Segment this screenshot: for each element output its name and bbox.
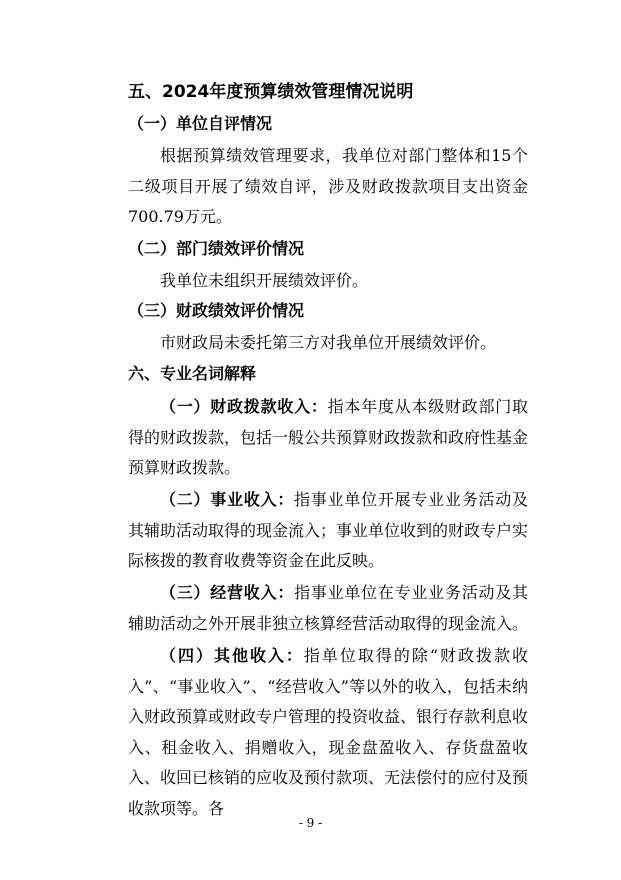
section6-title: 六、专业名词解释 <box>128 364 257 383</box>
section5-sub2-text: 我单位未组织开展绩效评价。 <box>160 271 369 290</box>
section5-sub3-heading: （三）财政绩效评价情况 <box>128 301 305 320</box>
definition-item <box>128 641 528 824</box>
definition-text: 指事业单位开展专业业务活动及其辅助活动取得的现金流入；事业单位收到的财政专户实际核拨的教育收费等资金在此反映。 <box>128 490 529 570</box>
definition-term: （三）经营收入： <box>160 583 295 602</box>
definition-term: （一）财政拨款收入： <box>160 397 328 416</box>
definition-item <box>128 392 528 484</box>
page-number: - 9 - <box>298 816 323 830</box>
definition-text: 指本年度从本级财政部门取得的财政拨款，包括一般公共预算财政拨款和政府性基金预算财政拨款。 <box>128 397 529 477</box>
definition-term: （四）其他收入： <box>160 646 304 665</box>
section5-sub2-heading: （二）部门绩效评价情况 <box>128 239 305 258</box>
definition-text: 指单位取得的除“财政拨款收入”、“事业收入”、“经营收入”等以外的收入，包括未纳入财政预算或财政专户管理的投资收益、银行存款利息收入、租金收入、捐赠收入，现金盘盈收入、存货盘盈收入、收回已核销的应收及预付款项、无法偿付的应付及预收款项等。各 <box>128 646 529 818</box>
definition-item <box>128 578 528 639</box>
definition-text: 指事业单位在专业业务活动及其辅助活动之外开展非独立核算经营活动取得的现金流入。 <box>128 583 529 633</box>
section5-sub1-heading: （一）单位自评情况 <box>128 114 273 133</box>
section5-title: 五、2024年度预算绩效管理情况说明 <box>128 82 414 102</box>
section5-sub1-text: 根据预算绩效管理要求，我单位对部门整体和15个二级项目开展了绩效自评，涉及财政拨款项目支出资金700.79万元。 <box>128 146 528 226</box>
definition-term: （二）事业收入： <box>160 490 295 509</box>
definition-item <box>128 485 528 577</box>
section5-sub3-text: 市财政局未委托第三方对我单位开展绩效评价。 <box>160 333 497 352</box>
